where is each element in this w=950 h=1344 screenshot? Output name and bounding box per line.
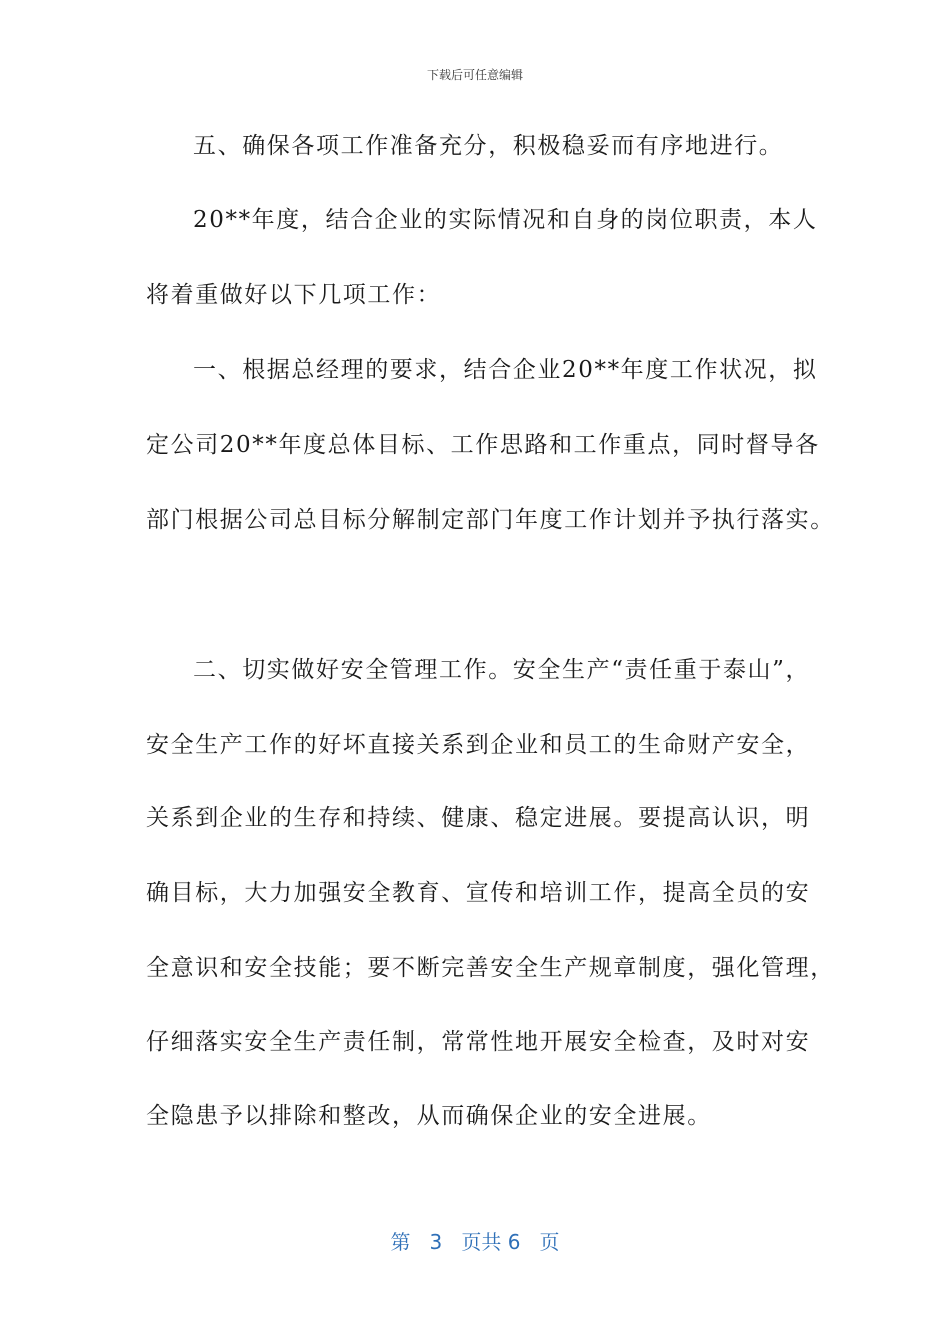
page-header: 下载后可任意编辑 (426, 68, 523, 82)
footer-label-ye: 页 (539, 1230, 560, 1254)
body-line: 仔细落实安全生产责任制，常常性地开展安全检查，及时对安 (146, 1029, 811, 1055)
footer-label-ye-gong: 页共 (461, 1230, 502, 1254)
body-line: 确目标，大力加强安全教育、宣传和培训工作，提高全员的安 (146, 880, 811, 906)
body-line: 全意识和安全技能；要不断完善安全生产规章制度，强化管理， (146, 955, 835, 981)
body-line: 五、确保各项工作准备充分，积极稳妥而有序地进行。 (193, 133, 784, 159)
body-line: 安全生产工作的好坏直接关系到企业和员工的生命财产安全， (146, 732, 811, 758)
body-line: 部门根据公司总目标分解制定部门年度工作计划并予执行落实。 (146, 507, 835, 533)
body-line: 关系到企业的生存和持续、健康、稳定进展。要提高认识，明 (146, 805, 811, 831)
body-line: 将着重做好以下几项工作： (146, 282, 442, 308)
page-current-number: 3 (429, 1230, 443, 1254)
body-line: 全隐患予以排除和整改，从而确保企业的安全进展。 (146, 1103, 712, 1129)
body-line: 一、根据总经理的要求，结合企业20**年度工作状况，拟 (193, 357, 818, 383)
body-line: 二、切实做好安全管理工作。安全生产“责任重于泰山”， (193, 657, 811, 683)
footer-label-di: 第 (390, 1230, 411, 1254)
body-line: 20**年度，结合企业的实际情况和自身的岗位职责，本人 (193, 207, 818, 233)
body-line: 定公司20**年度总体目标、工作思路和工作重点，同时督导各 (146, 432, 820, 458)
page-total-number: 6 (507, 1230, 521, 1254)
page-footer (0, 1226, 950, 1255)
